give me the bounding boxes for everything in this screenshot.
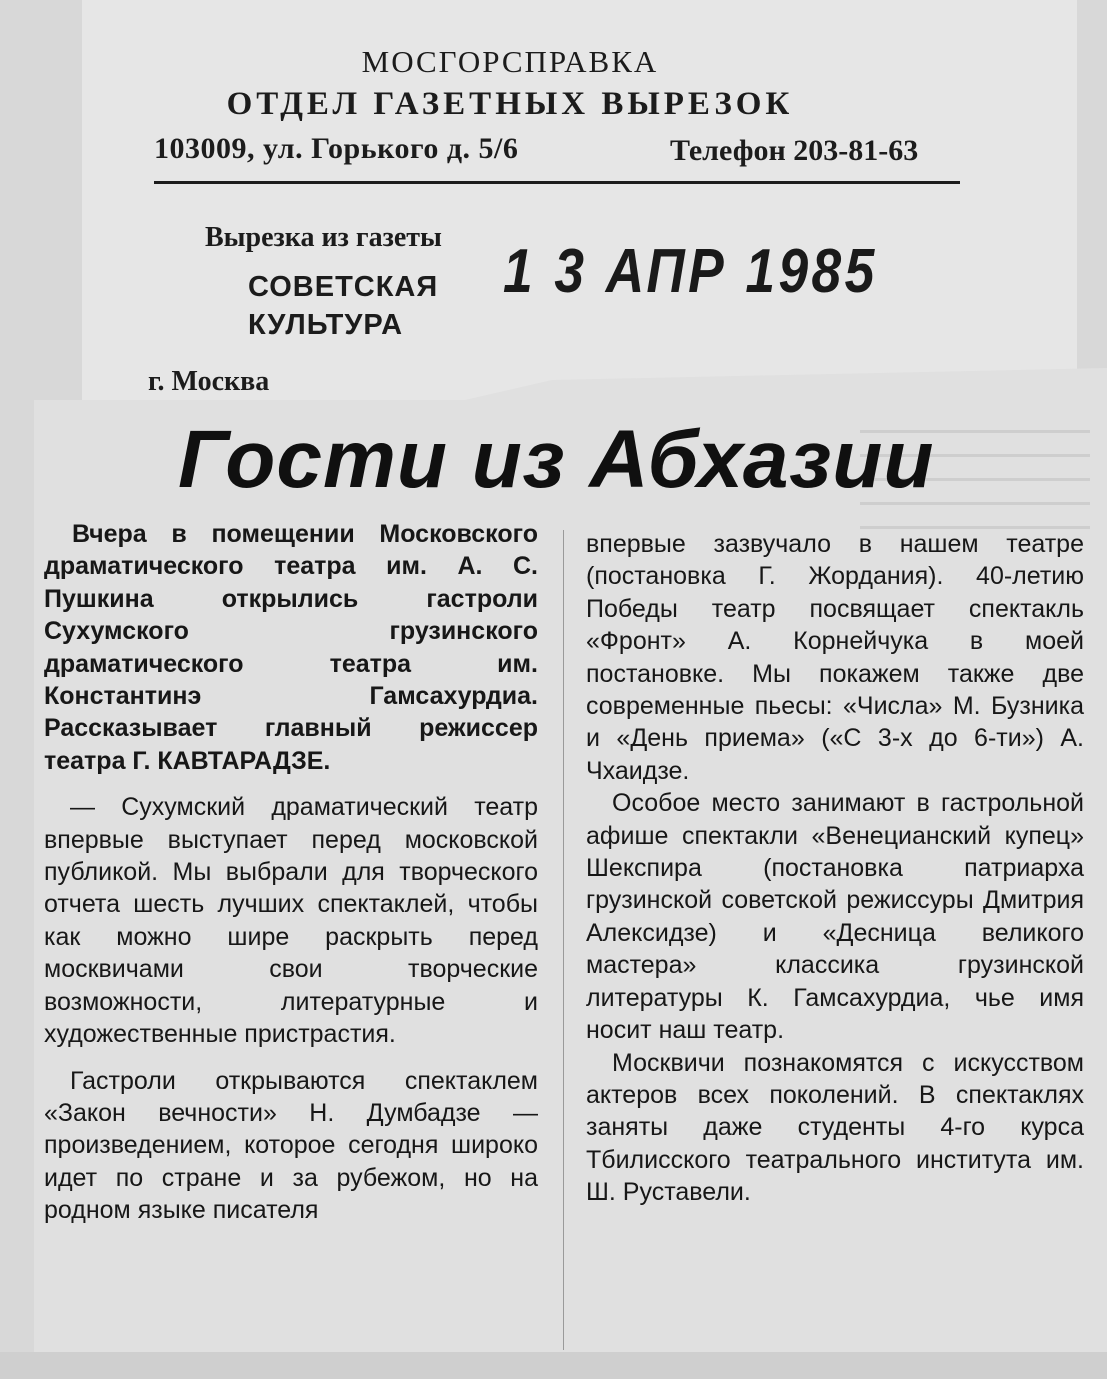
article-lead: Вчера в помещении Московского драматического театра им. А. С. Пушкина открылись гастроли Сухумского грузинского драматического театра им. Константинэ Гамсахурдиа. Рассказывает главный режиссер театра Г. КАВТАРАДЗЕ. — [44, 520, 538, 775]
header-rule — [154, 181, 960, 184]
clipping-label: Вырезка из газеты — [205, 222, 442, 253]
article-paragraph: Особое место занимают в гастрольной афише спектакли «Венецианский купец» Шекспира (постановка патриарха грузинской советской режиссуры Дмитрия Алексидзе) и «Десница великого мастера» классика грузинской литературы К. Гамсахурдиа, чье имя носит наш театр. — [586, 789, 1084, 1045]
newspaper-name — [248, 268, 438, 344]
city-label: г. Москва — [148, 366, 270, 397]
article-paragraph: — Сухумский драматический театр впервые выступает перед московской публикой. Мы выбрали для творческого отчета шесть лучших спектаклей, чтобы как можно шире раскрыть перед москвичами свои творческие возможности, литературные и художественные пристрастия. — [44, 793, 538, 1049]
article-left-column — [44, 518, 538, 1227]
article-title: Гости из Абхазии — [178, 414, 935, 505]
date-stamp: 1 3 АПР 1985 — [503, 237, 878, 306]
newspaper-name-line1: СОВЕТСКАЯ — [248, 271, 439, 303]
column-divider — [563, 530, 564, 1350]
bureau-address: 103009, ул. Горького д. 5/6 — [154, 132, 519, 165]
article-paragraph: Москвичи познакомятся с искусством актеров всех поколений. В спектаклях заняты даже студенты 4-го курса Тбилисского театрального института им. Ш. Руставели. — [586, 1048, 1084, 1207]
newspaper-name-line2: КУЛЬТУРА — [248, 309, 404, 341]
article-paragraph: Гастроли открываются спектаклем «Закон вечности» Н. Думбадзе — произведением, которое сегодня широко идет по стране и за рубежом, но на родном языке писателя — [44, 1066, 538, 1225]
bureau-org: МОСГОРСПРАВКА — [361, 44, 659, 79]
bureau-phone: Телефон 203-81-63 — [670, 134, 919, 167]
clipping-bottom-edge — [0, 1352, 1107, 1379]
article-right-column — [586, 528, 1084, 1209]
bureau-department: ОТДЕЛ ГАЗЕТНЫХ ВЫРЕЗОК — [226, 86, 794, 122]
article-paragraph: впервые зазвучало в нашем театре (постановка Г. Жордания). 40-летию Победы театр посвящает спектакль «Фронт» А. Корнейчука в моей постановке. Мы покажем также две современные пьесы: «Числа» М. Бузника и «День приема» («С 3-х до 6-ти») А. Чхаидзе. — [586, 530, 1084, 785]
